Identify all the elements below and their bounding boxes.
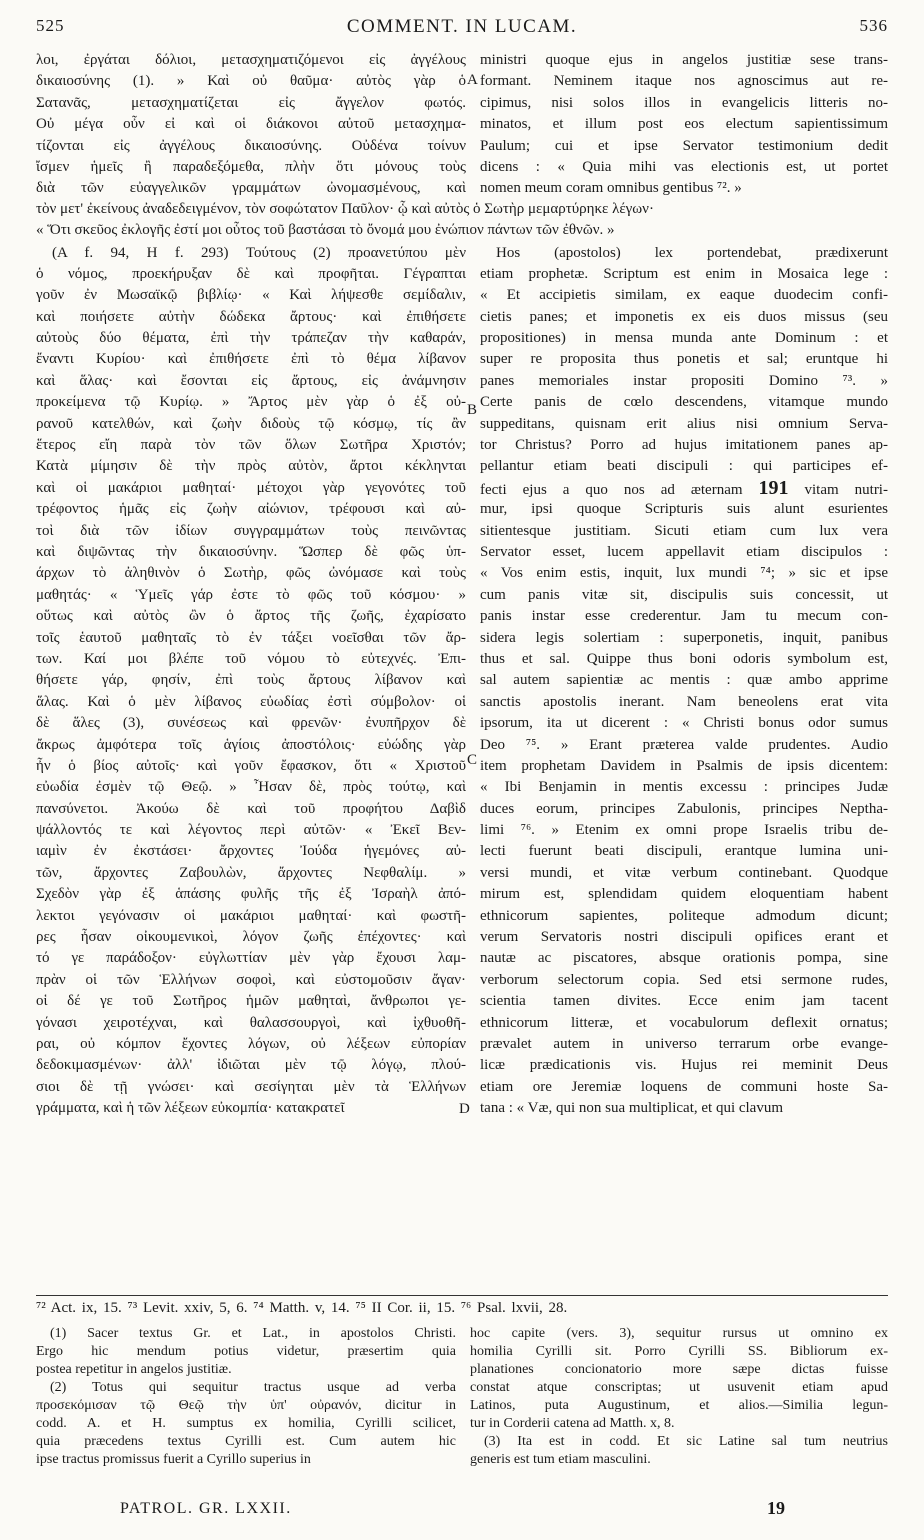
footnote-line: Ergo hic mendum potius videtur, præsertim quia bbox=[36, 1344, 456, 1359]
scripture-references: ⁷² Act. ix, 15. ⁷³ Levit. xxiv, 5, 6. ⁷⁴ Matth. v, 14. ⁷⁵ II Cor. ii, 15. ⁷⁶ Psal. lxvii, 28. bbox=[36, 1300, 568, 1316]
margin-letter-c: C bbox=[467, 752, 478, 768]
text-line: verborum selectorum copia. Sed etsi sermone rudes, bbox=[480, 971, 888, 988]
text-line: ρανοῦ κατελθών, καὶ ζωὴν διδοὺς τῷ κόσμῳ, τίς ἂν bbox=[36, 415, 466, 432]
text-line: thus et sal. Quippe thus boni odoris symbolum est, bbox=[480, 650, 888, 667]
text-line: scientia tamen divites. Ecce enim jam tacent bbox=[480, 993, 888, 1010]
text-line: οἱ δέ γε τοῦ Σωτῆρος ἡμῶν μαθηταὶ, ἄνθρωποι γε- bbox=[36, 993, 466, 1010]
page-number-right: 536 bbox=[859, 16, 888, 35]
text-line: τῶν, ἄρχοντες Ζαβουλὼν, ἄρχοντες Νεφθαλίμ. » bbox=[36, 864, 466, 881]
text-line: limi ⁷⁶. » Etenim ex omni prope Israelis tribu de- bbox=[480, 822, 888, 839]
text-line: prævalet autem in universo terrarum orbe evange- bbox=[480, 1035, 888, 1052]
text-line: minatos, et illum post eos electum sapientissimum bbox=[480, 116, 888, 133]
text-line: διὰ τῶν εὐαγγελικῶν γραμμάτων ὠνομασμένους, καὶ bbox=[36, 180, 466, 197]
text-line: Hos (apostolos) lex portendebat, prædixerunt bbox=[496, 244, 888, 261]
page-marker: 191 bbox=[758, 477, 789, 499]
text-line: formant. Neminem itaque nos agnoscimus aut re- bbox=[480, 73, 888, 90]
text-line: sal autem sapientiæ ac mentis : quæ ambo apprime bbox=[480, 672, 888, 689]
text-line: καὶ ἅλας· καὶ ἔσονται εἰς ἄρτους, εἰς ἀνάμνησιν bbox=[36, 372, 466, 389]
text-line: « Ibi Benjamin in mentis excessu : principes Judæ bbox=[480, 779, 888, 796]
text-line: cipimus, nisi solos illos in evangelicis litteris no- bbox=[480, 94, 888, 111]
text-line: τό γε παράδοξον· εὐγλωττίαν μὲν γὰρ ἔχουσι λαμ- bbox=[36, 950, 466, 967]
footnote-line: postea repetitur in angelos justitiæ. bbox=[36, 1362, 232, 1377]
page-header bbox=[36, 10, 888, 40]
text-line: sanctis apostolis inerant. Nam beneolens erat vita bbox=[480, 693, 888, 710]
footnote-line: tur in Corderii catena ad Matth. x, 8. bbox=[470, 1416, 675, 1431]
margin-letter-a: A bbox=[467, 72, 478, 88]
footnote-line: quia præcedens textus Cyrilli est. Cum autem hic bbox=[36, 1434, 456, 1449]
text-line: σιοι δὲ τῇ γνώσει· καὶ σεσίγηται μὲν τὰ Ἑλλήνων bbox=[36, 1078, 466, 1095]
text-line: καὶ οἱ μακάριοι μαθηταί· μέτοχοι γὰρ γεγονότες τοῦ bbox=[36, 479, 466, 496]
text-line: « Et accipietis similam, ex eaque duodecim confi- bbox=[480, 287, 888, 304]
footnote-line: (3) Ita est in codd. Et sic Latine sal tum neutrius bbox=[484, 1434, 888, 1449]
margin-letter-d: D bbox=[459, 1101, 470, 1117]
footnote-line: codd. A. et H. sumptus ex homilia, Cyrilli scilicet, bbox=[36, 1416, 456, 1431]
text-line: ἅλας. Καὶ ὁ μὲν λίβανος εὐωδίας ἐστὶ σύμβολον· οἱ bbox=[36, 693, 466, 710]
text-line: sidera legis solertiam : superponetis, inquit, panibus bbox=[480, 629, 888, 646]
text-line: nautæ ac piscatores, absque orationis pompa, sine bbox=[480, 950, 888, 967]
footnotes-left bbox=[36, 1325, 456, 1469]
text-line: lecti fuerunt beati discipuli, erantque lumina uni- bbox=[480, 843, 888, 860]
footer-series: PATROL. GR. LXXII. bbox=[120, 1500, 292, 1517]
footnotes-right bbox=[470, 1325, 888, 1469]
text-line: tana : « Væ, qui non sua multiplicat, et qui clavum bbox=[480, 1100, 784, 1117]
text-line: καὶ ποιήσετε αὐτὴν δώδεκα ἄρτους· καὶ ἐπιθήσετε bbox=[36, 308, 466, 325]
footnote-line: constat atque conscriptas; ut usuvenit etiam apud bbox=[470, 1380, 888, 1395]
text-line: item prophetam Davidem in Psalmis de ipsis dicentem: bbox=[480, 757, 888, 774]
text-line: τοῖς ἑαυτοῦ μαθηταῖς τὸ ἐν τάξει νοεῖσθαι τῶν ἄρ- bbox=[36, 629, 466, 646]
text-line: sitientesque justitiam. Sicuti etiam cum lux vera bbox=[480, 522, 888, 539]
footnote-line: hoc capite (vers. 3), sequitur rursus ut omnino ex bbox=[470, 1326, 888, 1341]
footnote-line: (1) Sacer textus Gr. et Lat., in apostolos Christi. bbox=[50, 1326, 456, 1341]
text-line: tor Christus? Porro ad hujus imitationem panes ap- bbox=[480, 437, 888, 454]
text-line: Σχεδὸν γὰρ ἐξ ἁπάσης φυλῆς τῆς ἐξ Ἰσραὴλ ἀπό- bbox=[36, 886, 466, 903]
text-line: verum Servatoris nostri discipuli opifices erant et bbox=[480, 929, 888, 946]
text-line: duces eorum, principes Zabulonis, principes Neptha- bbox=[480, 800, 888, 817]
text-line: ἦν ὁ βίος αὐτοῖς· καὶ γοῦν ἔφασκον, ὅτι « Χριστοῦ bbox=[36, 757, 466, 774]
text-line: ethnicorum litteræ, et vocabulorum deflexit ornatus; bbox=[480, 1014, 888, 1031]
text-line: etiam ore Jeremiæ loquens de communi hoste Sa- bbox=[480, 1078, 888, 1095]
text-line: cietis panes; et imponetis ex eis duos missus (seu bbox=[480, 308, 888, 325]
text-line: ψάλλοντός τε καὶ λέγοντος περὶ αὐτῶν· « Ἐκεῖ Βεν- bbox=[36, 822, 466, 839]
page-number-left: 525 bbox=[36, 16, 65, 35]
text-line: Deo ⁷⁵. » Erant præterea valde prudentes. Audio bbox=[480, 736, 888, 753]
text-line: πανσύνετοι. Ἀκούω δὲ καὶ τοῦ προφήτου Δαβὶδ bbox=[36, 800, 466, 817]
text-line: εὐωδία ἐσμὲν τῷ Θεῷ. » Ἦσαν δὲ, πρὸς τούτῳ, καὶ bbox=[36, 779, 466, 796]
text-line: (A f. 94, H f. 293) Τούτους (2) προανετύπου μὲν bbox=[52, 244, 466, 261]
footnote-line: ipse tractus promissus fuerit a Cyrillo superius in bbox=[36, 1452, 311, 1467]
text-line: Servator esset, lucem appellavit etiam discipulos : bbox=[480, 543, 888, 560]
text-line: τίζονται εἰς ἀγγέλους δικαιοσύνης. Οὐδένα τοίνυν bbox=[36, 137, 466, 154]
text-line: Οὐ μέγα οὖν εἰ καὶ οἱ διάκονοι αὐτοῦ μετασχημα- bbox=[36, 116, 466, 133]
text-line: mirum est, splendidam quidem eloquentiam habent bbox=[480, 886, 888, 903]
text-line: ἔναντι Κυρίου· καὶ ἐπιθήσετε ἐπὶ τὸ θέμα λίβανον bbox=[36, 351, 466, 368]
text-line: γράμματα, καὶ ἡ τῶν λέξεων εὐκομπία· κατακρατεῖ bbox=[36, 1100, 345, 1117]
spanning-line-1: τὸν μετ' ἐκείνους ἀναδεδειγμένον, τὸν σοφώτατον Παῦλον· ᾧ καὶ αὐτὸς ὁ Σωτὴρ μεμαρτύρηκε λέγων· bbox=[36, 201, 654, 217]
text-line: δικαιοσύνης (1). » Καὶ οὐ θαῦμα· αὐτὸς γὰρ ὁ bbox=[36, 73, 466, 90]
text-line: γοῦν ἐν Μωσαϊκῷ βιβλίῳ· « Καὶ λήψεσθε σεμίδαλιν, bbox=[36, 287, 466, 304]
text-line: αὐτοὺς δύο θέματα, ἐπὶ τὴν τράπεζαν τὴν καθαράν, bbox=[36, 330, 466, 347]
text-line: licæ prædicationis vis. Hujus rei meminit Deus bbox=[480, 1057, 888, 1074]
text-line: άρχων τὸ ἀληθινὸν ὁ Σωτὴρ, φῶς ὠνόμασε καὶ τοὺς bbox=[36, 565, 466, 582]
text-line: fecti ejus a quo nos ad æternam 191 vitam nutri- bbox=[480, 477, 888, 499]
text-line: nomen meum coram omnibus gentibus ⁷². » bbox=[480, 180, 742, 197]
text-line: γόνασι χειροτέχναι, καὶ θαλασσουργοὶ, καὶ ἰχθυοθῆ- bbox=[36, 1014, 466, 1031]
text-line: καὶ διψῶντας τὴν δικαιοσύνην. Ὥσπερ δὲ φῶς ὑπ- bbox=[36, 543, 466, 560]
text-line: ρες ἦσαν οἰκουμενικοὶ, λόγον ζωῆς ἐπέχοντες· καὶ bbox=[36, 929, 466, 946]
text-line: dicens : « Quia mihi vas electionis est, ut portet bbox=[480, 158, 888, 175]
text-line: Κατὰ μίμησιν δὲ τὴν πρὸς αὐτὸν, ἄρτοι κέκληνται bbox=[36, 458, 466, 475]
footnote-line: planationes concionatorio more sæpe dictas fuisse bbox=[470, 1362, 888, 1377]
margin-letter-b: B bbox=[467, 402, 478, 418]
text-line: λοι, ἐργάται δόλιοι, μετασχηματιζόμενοι εἰς ἀγγέλους bbox=[36, 52, 466, 68]
text-line: Paulum; cui et ipse Servator testimonium dedit bbox=[480, 137, 888, 154]
footnote-line: (2) Totus qui sequitur tractus usque ad verba bbox=[50, 1380, 456, 1395]
text-line: ραι, οὐ κόμπον ἔχοντες λόγων, οὐ λέξεων εὐπορίαν bbox=[36, 1035, 466, 1052]
footer-signature: 19 bbox=[767, 1498, 785, 1518]
text-line: των. Καί μοι βλέπε τοῦ νόμου τὸ εὐτεχνές. Ἐπι- bbox=[36, 650, 466, 667]
text-line: Certe panis de cœlo descendens, vitamque mundo bbox=[480, 394, 888, 411]
text-line: λεκτοι γεγόνασιν οἱ μακάριοι μαθηταί· καὶ φωστῆ- bbox=[36, 907, 466, 924]
text-line: propositiones) in mensa munda ante Dominum : et bbox=[480, 330, 888, 347]
text-line: τοὶ διὰ τῶν ἰδίων συγγραμμάτων τοὺς πεινῶντας bbox=[36, 522, 466, 539]
spanning-line-2: « Ὅτι σκεῦος ἐκλογῆς ἐστί μοι οὗτος τοῦ βαστάσαι τὸ ὄνομά μου ἐνώπιον πάντων τῶν ἐθνῶν. » bbox=[36, 222, 615, 238]
text-line: θήσετε γάρ, φησίν, ἐπὶ τοὺς ἄρτους λίβανον καὶ bbox=[36, 672, 466, 689]
text-line: pellantur etiam beati discipuli : qui participes ef- bbox=[480, 458, 888, 475]
text-line: suppeditans, quisnam erit alius nisi omnium Serva- bbox=[480, 415, 888, 432]
text-line: panis instar esse crederentur. Jam tu mecum con- bbox=[480, 608, 888, 625]
text-line: etiam prophetæ. Scriptum est enim in Mosaica lege : bbox=[480, 265, 888, 282]
text-line: super re proposita thus ponetis et sal; eruntque hi bbox=[480, 351, 888, 368]
footnote-rule bbox=[36, 1295, 888, 1296]
text-line: cum panis vitæ sit, discipulis suis concessit, ut bbox=[480, 586, 888, 603]
running-title: COMMENT. IN LUCAM. bbox=[346, 16, 578, 37]
text-line: ἴσμεν ἡμεῖς ἢ παραδεξόμεθα, πλὴν ὅτι μόνους τοὺς bbox=[36, 158, 466, 175]
text-line: ιαμὶν ἐν ἐκστάσει· ἄρχοντες Ἰούδα ἡγεμόνες αὐ- bbox=[36, 843, 466, 860]
text-line: ὁ νόμος, προεκήρυξαν δὲ καὶ προφῆται. Γέγραπται bbox=[36, 265, 466, 282]
text-line: ἄκρως ἀμφότερα τοῖς ἁγίοις ἀποστόλοις· εὐώδης γὰρ bbox=[36, 736, 466, 753]
text-line: ministri quoque ejus in angelos justitiæ sese trans- bbox=[480, 52, 888, 68]
footnote-line: Latinos, puta Augustinum, et alios.—Similia legun- bbox=[470, 1398, 888, 1413]
text-line: panes memoriales instar propositi Domino ⁷³. » bbox=[480, 372, 888, 389]
text-line: Σατανᾶς, μετασχηματίζεται εἰς ἄγγελον φωτός. bbox=[36, 94, 466, 111]
text-line: mur, ipsi quoque Scripturis suis alunt esurientes bbox=[480, 501, 888, 518]
text-line: πρὰν οἱ τῶν Ἑλλήνων σοφοὶ, καὶ εὐστομοῦσιν ἄγαν· bbox=[36, 971, 466, 988]
footnote-line: homilia Cyrilli sit. Porro Cyrilli SS. Bibliorum ex- bbox=[470, 1344, 888, 1359]
text-line: ethnicorum sapientes, politeque admodum dicunt; bbox=[480, 907, 888, 924]
text-line: versi mundi, et vitæ verbum continebant. Quodque bbox=[480, 864, 888, 881]
text-line: « Vos enim estis, inquit, lux mundi ⁷⁴; » sic et ipse bbox=[480, 565, 888, 582]
text-line: δὲ ἅλες (3), συνέσεως καὶ φρενῶν· ἐνυπῆρχον δὲ bbox=[36, 715, 466, 732]
text-line: μαθητάς· « Ὑμεῖς γάρ ἐστε τὸ φῶς τοῦ κόσμου· » bbox=[36, 586, 466, 603]
text-line: προκείμενα τῷ Κυρίῳ. » Ἄρτος μὲν γὰρ ὁ ἐξ οὐ- bbox=[36, 394, 466, 411]
footnote-line: generis est tum etiam masculini. bbox=[470, 1452, 651, 1467]
text-line: ipsorum, ita ut dicerent : « Christi bonus odor sumus bbox=[480, 715, 888, 732]
footnote-line: προσεκόμισαν τῷ Θεῷ τὴν ὑπ' οὐρανόν, dicitur in bbox=[36, 1398, 456, 1413]
text-line: ἕτερος εἴη παρὰ τὸν τῶν ὅλων Σωτῆρα Χριστόν; bbox=[36, 437, 466, 454]
text-line: τρέφοντος ἡμᾶς εἰς ζωὴν αἰώνιον, τρέφουσι καὶ αὐ- bbox=[36, 501, 466, 518]
text-line: δεδοκιμασμένων· ἀλλ' ἰδιῶται μὲν τῷ λόγῳ, πλού- bbox=[36, 1057, 466, 1074]
text-line: οὕτως καὶ αὐτὸς ὢν ὁ ἄρτος τῆς ζωῆς, ἐχαρίσατο bbox=[36, 608, 466, 625]
